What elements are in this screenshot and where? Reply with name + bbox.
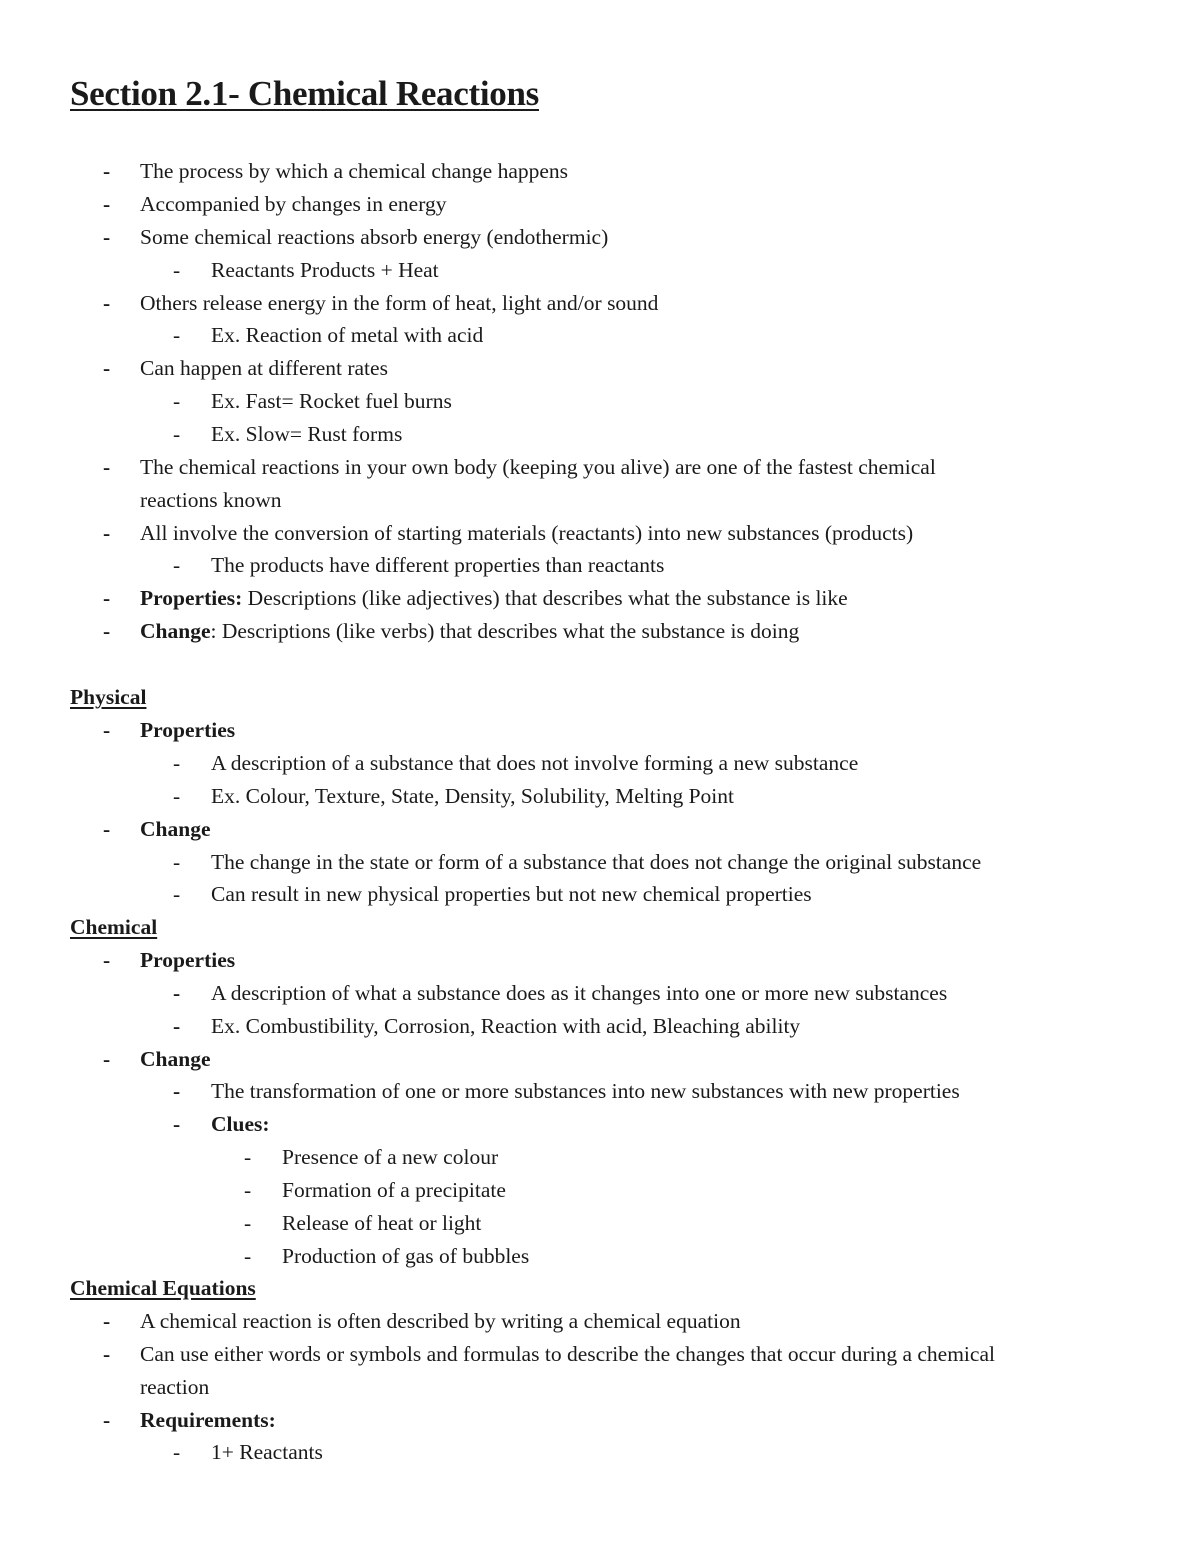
list-item-text: Formation of a precipitate — [282, 1178, 506, 1202]
bullet-dash: - — [103, 521, 111, 545]
sub-list-item — [0, 977, 1200, 1010]
heading-chemical-equations: Chemical Equations — [70, 1276, 256, 1300]
bullet-dash: - — [103, 225, 111, 249]
heading-physical: Physical — [70, 685, 147, 709]
sub-list-item — [0, 319, 1200, 352]
list-item — [0, 188, 1200, 221]
bullet-dash: - — [173, 850, 181, 874]
page-title: Section 2.1- Chemical Reactions — [70, 74, 539, 113]
bullet-dash: - — [173, 323, 181, 347]
sub-list-item — [0, 385, 1200, 418]
sub-list-item — [0, 780, 1200, 813]
list-item-text: Production of gas of bubbles — [282, 1244, 530, 1268]
list-item-text: Can use either words or symbols and formulas to describe the changes that occur during a chemical — [140, 1342, 995, 1366]
sub-list-item — [0, 1010, 1200, 1043]
list-item-text: Ex. Slow= Rust forms — [211, 422, 403, 446]
sub-sub-list-item — [0, 1174, 1200, 1207]
bullet-dash: - — [173, 389, 181, 413]
list-item-text: Reactants Products + Heat — [211, 258, 439, 282]
sub-sub-list-item — [0, 1141, 1200, 1174]
bullet-dash: - — [244, 1145, 252, 1169]
list-item-text: All involve the conversion of starting materials (reactants) into new substances (products) — [140, 521, 914, 545]
definition-text: Descriptions (like adjectives) that describes what the substance is like — [242, 586, 848, 610]
sub-list-item — [0, 1436, 1200, 1469]
bullet-dash: - — [173, 1440, 181, 1464]
list-item-text: Release of heat or light — [282, 1211, 482, 1235]
list-item — [0, 1305, 1200, 1338]
list-item-text: The transformation of one or more substances into new substances with new properties — [211, 1079, 960, 1103]
bullet-dash: - — [103, 455, 111, 479]
list-item-text: Ex. Reaction of metal with acid — [211, 323, 484, 347]
bullet-dash: - — [173, 784, 181, 808]
sub-list-item — [0, 549, 1200, 582]
bullet-dash: - — [244, 1211, 252, 1235]
list-item — [0, 517, 1200, 550]
bullet-dash: - — [103, 1047, 111, 1071]
list-item-text: The process by which a chemical change happens — [140, 159, 569, 183]
list-item — [0, 1043, 1200, 1076]
bullet-dash: - — [103, 1309, 111, 1333]
subheading-properties: Properties — [140, 718, 236, 742]
term-change: Change — [140, 619, 211, 643]
list-item-text: The change in the state or form of a substance that does not change the original substance — [211, 850, 982, 874]
list-item-text: Ex. Fast= Rocket fuel burns — [211, 389, 452, 413]
bullet-dash: - — [103, 356, 111, 380]
sub-list-item — [0, 1108, 1200, 1141]
list-item — [0, 352, 1200, 385]
bullet-dash: - — [103, 1408, 111, 1432]
subheading-change: Change — [140, 817, 211, 841]
bullet-dash: - — [173, 1079, 181, 1103]
term-properties: Properties: — [140, 586, 243, 610]
bullet-dash: - — [173, 553, 181, 577]
bullet-dash: - — [244, 1244, 252, 1268]
list-item — [0, 944, 1200, 977]
list-item-continuation — [0, 1371, 1200, 1404]
list-item — [0, 1404, 1200, 1437]
subheading-properties: Properties — [140, 948, 236, 972]
bullet-dash: - — [173, 882, 181, 906]
sub-list-item — [0, 254, 1200, 287]
sub-list-item — [0, 846, 1200, 879]
list-item-text: Presence of a new colour — [282, 1145, 499, 1169]
list-item-text: Ex. Combustibility, Corrosion, Reaction with acid, Bleaching ability — [211, 1014, 801, 1038]
list-item — [0, 155, 1200, 188]
bullet-dash: - — [173, 422, 181, 446]
list-item-text: reactions known — [140, 488, 282, 512]
bullet-dash: - — [103, 192, 111, 216]
list-item-text: Some chemical reactions absorb energy (endothermic) — [140, 225, 609, 249]
list-item — [0, 287, 1200, 320]
list-item-text: Accompanied by changes in energy — [140, 192, 447, 216]
list-item-text: A description of what a substance does as it changes into one or more new substances — [211, 981, 948, 1005]
bullet-dash: - — [103, 291, 111, 315]
list-item — [0, 221, 1200, 254]
list-item-text: Others release energy in the form of heat, light and/or sound — [140, 291, 659, 315]
definition-change — [0, 615, 1200, 648]
list-item-text — [140, 582, 848, 615]
bullet-dash: - — [173, 1014, 181, 1038]
subheading-change: Change — [140, 1047, 211, 1071]
bullet-dash: - — [173, 751, 181, 775]
definition-properties — [0, 582, 1200, 615]
bullet-dash: - — [244, 1178, 252, 1202]
list-item-text: reaction — [140, 1375, 210, 1399]
list-item — [0, 451, 1200, 484]
list-item-continuation — [0, 484, 1200, 517]
sub-sub-list-item — [0, 1207, 1200, 1240]
list-item-text: Can happen at different rates — [140, 356, 388, 380]
bullet-dash: - — [173, 981, 181, 1005]
subheading-clues: Clues: — [211, 1112, 270, 1136]
list-item-text — [140, 615, 799, 648]
list-item — [0, 714, 1200, 747]
list-item — [0, 813, 1200, 846]
bullet-dash: - — [103, 718, 111, 742]
bullet-dash: - — [103, 948, 111, 972]
bullet-dash: - — [173, 1112, 181, 1136]
bullet-dash: - — [173, 258, 181, 282]
definition-text: : Descriptions (like verbs) that describes what the substance is doing — [210, 619, 800, 643]
list-item-text: A chemical reaction is often described by writing a chemical equation — [140, 1309, 741, 1333]
bullet-dash: - — [103, 1342, 111, 1366]
list-item-text: The chemical reactions in your own body (keeping you alive) are one of the fastest chemical — [140, 455, 936, 479]
bullet-dash: - — [103, 586, 111, 610]
subheading-requirements: Requirements: — [140, 1408, 276, 1432]
bullet-dash: - — [103, 619, 111, 643]
list-item-text: Can result in new physical properties but not new chemical properties — [211, 882, 812, 906]
list-item-text: Ex. Colour, Texture, State, Density, Solubility, Melting Point — [211, 784, 734, 808]
list-item-text: 1+ Reactants — [211, 1440, 323, 1464]
bullet-dash: - — [103, 159, 111, 183]
heading-chemical: Chemical — [70, 915, 158, 939]
sub-list-item — [0, 418, 1200, 451]
bullet-dash: - — [103, 817, 111, 841]
sub-list-item — [0, 878, 1200, 911]
list-item-text: A description of a substance that does not involve forming a new substance — [211, 751, 859, 775]
sub-list-item — [0, 1075, 1200, 1108]
sub-sub-list-item — [0, 1240, 1200, 1273]
list-item-text: The products have different properties than reactants — [211, 553, 665, 577]
sub-list-item — [0, 747, 1200, 780]
list-item — [0, 1338, 1200, 1371]
